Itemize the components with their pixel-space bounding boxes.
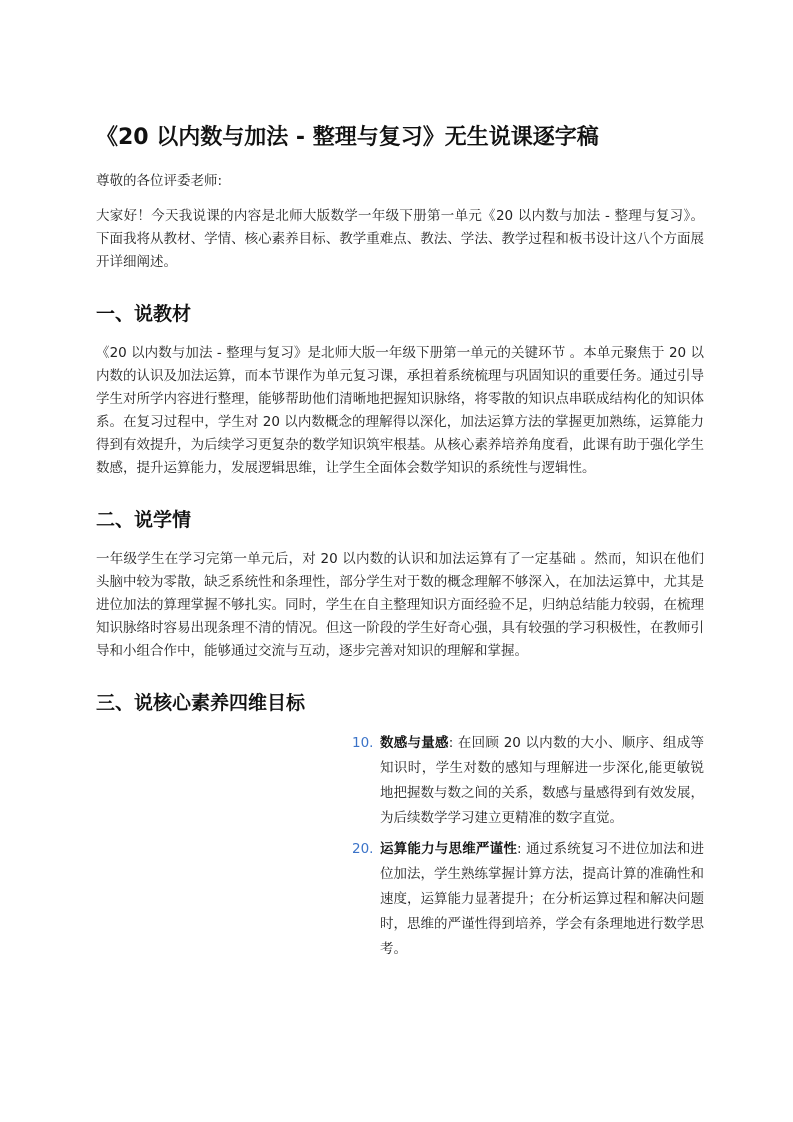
section-heading-learners: 二、说学情 [96, 509, 192, 531]
intro-paragraph: 大家好！今天我说课的内容是北师大版数学一年级下册第一单元《20 以内数与加法 - 整理与复习》。下面我将从教材、学情、核心素养目标、教学重难点、教法、学法、教学过程和板书设计这八个方面展开详细阐述。 [96, 208, 704, 270]
document-page [96, 122, 704, 968]
goal-label: 数感与量感 [380, 735, 449, 751]
section-body-learners: 一年级学生在学习完第一单元后，对 20 以内数的认识和加法运算有了一定基础 。然而，知识在他们头脑中较为零散，缺乏系统性和条理性，部分学生对于数的概念理解不够深入，在加法运算中，尤其是进位加法的算理掌握不够扎实。同时，学生在自主整理知识方面经验不足，归纳总结能力较弱，在梳理知识脉络时容易出现条理不清的情况。但这一阶段的学生好奇心强，具有较强的学习积极性，在教师引导和小组合作中，能够通过交流与互动，逐步完善对知识的理解和掌握。 [96, 551, 704, 659]
greeting-paragraph: 尊敬的各位评委老师: [96, 173, 223, 189]
goal-text: 在回顾 20 以内数的大小、顺序、组成等知识时，学生对数的感知与理解进一步深化,能更敏锐地把握数与数之间的关系，数感与量感得到有效发展，为后续数学学习建立更精准的数字直觉。 [380, 735, 704, 826]
goal-item-number-sense [354, 731, 704, 831]
section-body-textbook: 《20 以内数与加法 - 整理与复习》是北师大版一年级下册第一单元的关键环节 。本单元聚焦于 20 以内数的认识及加法运算，而本节课作为单元复习课，承担着系统梳理与巩固知识的重要任务。通过引导学生对所学内容进行整理，能够帮助他们清晰地把握知识脉络，将零散的知识点串联成结构化的知识体系。在复习过程中，学生对 20 以内数概念的理解得以深化，加法运算方法的掌握更加熟练，运算能力得到有效提升，为后续学习更复杂的数学知识筑牢根基。从核心素养培养角度看，此课有助于强化学生数感，提升运算能力，发展逻辑思维，让学生全面体会数学知识的系统性与逻辑性。 [96, 345, 704, 476]
section-heading-textbook: 一、说教材 [96, 303, 192, 325]
section-heading-goals: 三、说核心素养四维目标 [96, 692, 306, 714]
goal-colon: : [448, 735, 454, 751]
goal-label: 运算能力与思维严谨性 [380, 841, 518, 857]
goal-text: 通过系统复习不进位加法和进位加法，学生熟练掌握计算方法，提高计算的准确性和速度，运算能力显著提升；在分析运算过程和解决问题时，思维的严谨性得到培养，学会有条理地进行数学思考。 [380, 841, 705, 957]
goal-item-operation-ability [354, 837, 704, 962]
document-title: 《20 以内数与加法 - 整理与复习》无生说课逐字稿 [96, 125, 599, 150]
list-number: 20. [352, 841, 374, 857]
list-number: 10. [352, 735, 374, 751]
goal-list [354, 731, 704, 962]
goal-colon: : [517, 841, 522, 857]
